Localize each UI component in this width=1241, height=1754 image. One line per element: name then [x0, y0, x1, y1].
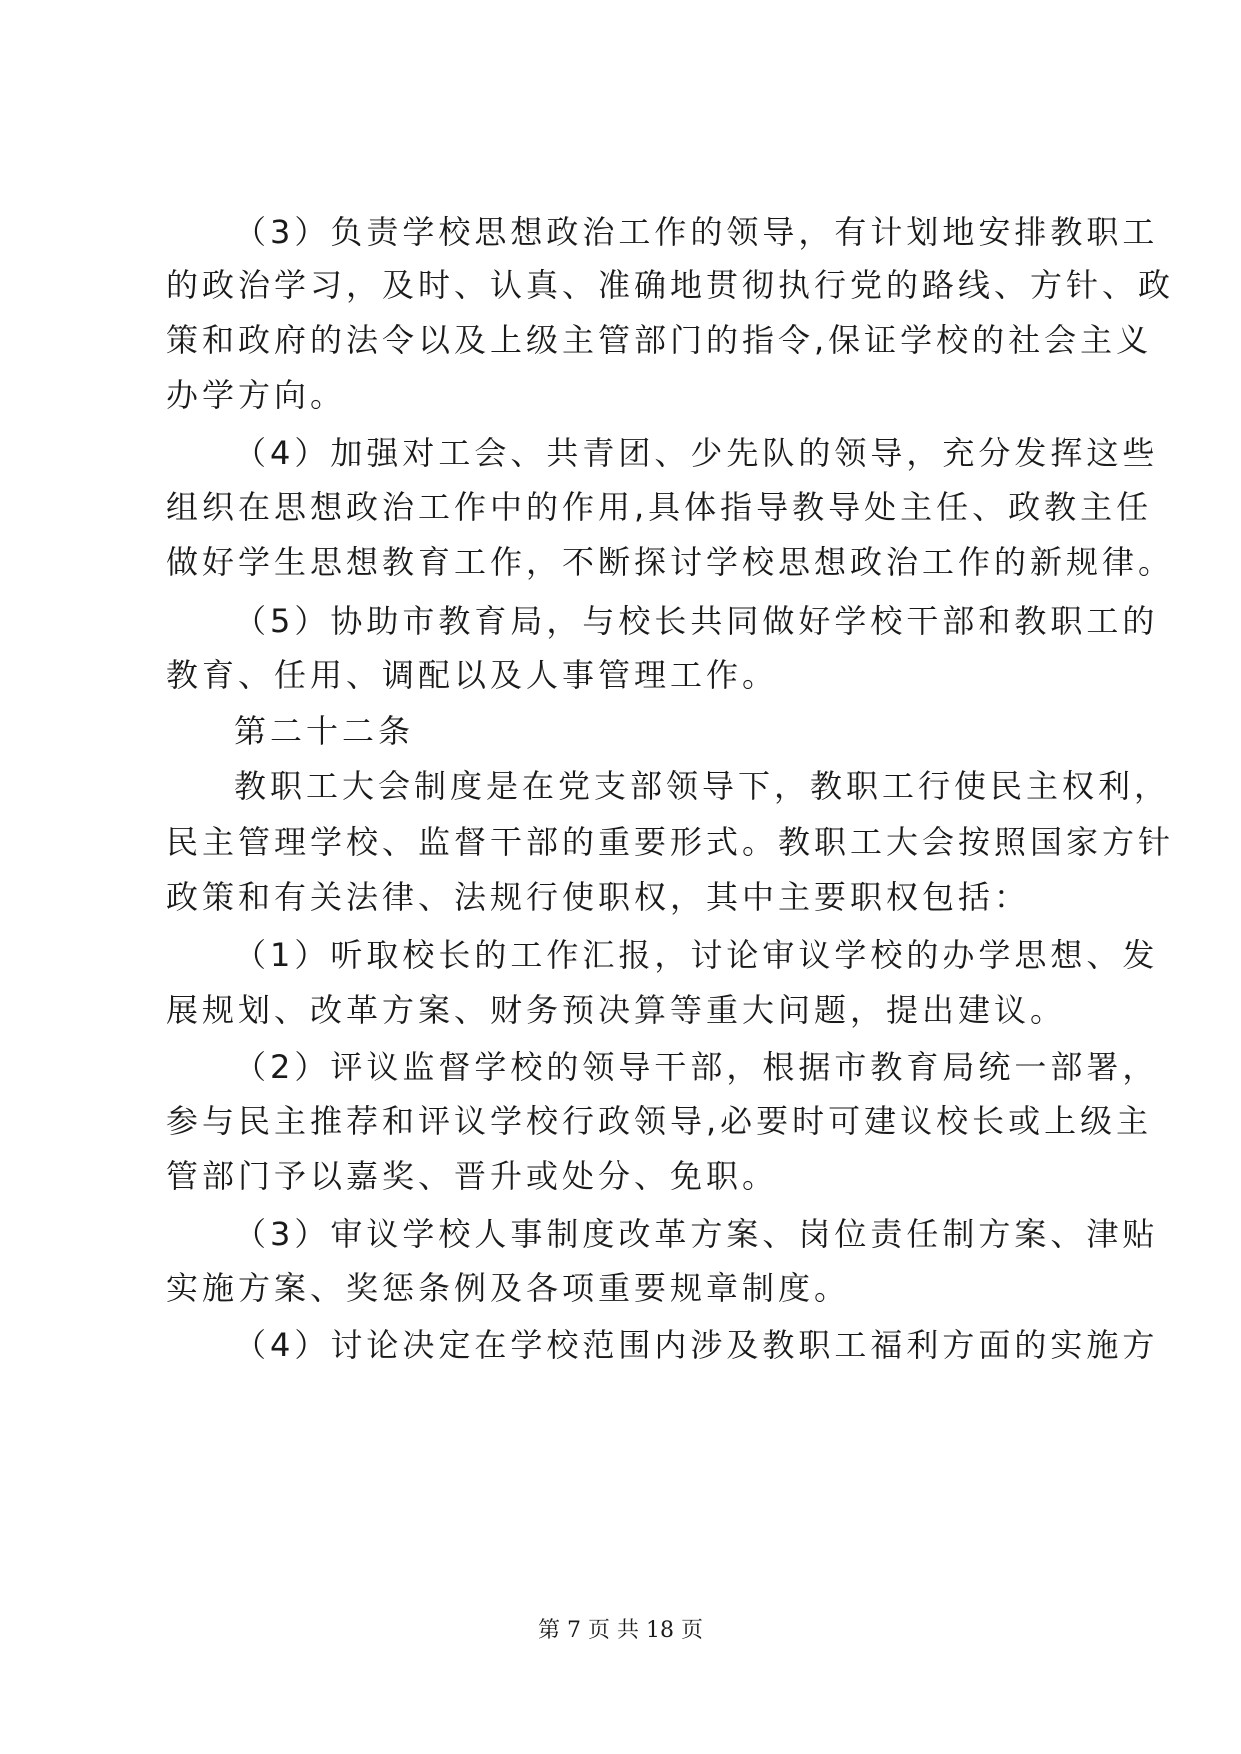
page-number-footer: 第 7 页 共 18 页 [538, 1618, 703, 1643]
paragraph-line: 的政治学习，及时、认真、准确地贯彻执行党的路线、方针、政 [166, 266, 1175, 304]
paragraph-line: 教育、任用、调配以及人事管理工作。 [166, 656, 779, 694]
paragraph-line: （3）负责学校思想政治工作的领导，有计划地安排教职工 [234, 213, 1159, 251]
paragraph-line: 实施方案、奖惩条例及各项重要规章制度。 [166, 1269, 851, 1307]
paragraph-line: （2）评议监督学校的领导干部，根据市教育局统一部署， [234, 1048, 1159, 1086]
paragraph-line: 管部门予以嘉奖、晋升或处分、免职。 [166, 1157, 779, 1195]
paragraph-line: 政策和有关法律、法规行使职权，其中主要职权包括： [166, 878, 1031, 916]
paragraph-line: 民主管理学校、监督干部的重要形式。教职工大会按照国家方针 [166, 823, 1175, 861]
paragraph-line: 办学方向。 [166, 376, 347, 414]
paragraph-line: 策和政府的法令以及上级主管部门的指令,保证学校的社会主义 [166, 321, 1153, 359]
paragraph-line: （4）讨论决定在学校范围内涉及教职工福利方面的实施方 [234, 1326, 1159, 1364]
article-heading: 第二十二条 [234, 712, 415, 750]
paragraph-line: （5）协助市教育局，与校长共同做好学校干部和教职工的 [234, 602, 1159, 640]
paragraph-line: 教职工大会制度是在党支部领导下，教职工行使民主权利， [234, 767, 1171, 805]
paragraph-line: 组织在思想政治工作中的作用,具体指导教导处主任、政教主任 [166, 488, 1153, 526]
paragraph-line: 做好学生思想教育工作，不断探讨学校思想政治工作的新规律。 [166, 543, 1175, 581]
paragraph-line: 参与民主推荐和评议学校行政领导,必要时可建议校长或上级主 [166, 1102, 1153, 1140]
paragraph-line: （3）审议学校人事制度改革方案、岗位责任制方案、津贴 [234, 1215, 1159, 1253]
paragraph-line: （1）听取校长的工作汇报，讨论审议学校的办学思想、发 [234, 936, 1159, 974]
paragraph-line: （4）加强对工会、共青团、少先队的领导，充分发挥这些 [234, 434, 1159, 472]
paragraph-line: 展规划、改革方案、财务预决算等重大问题，提出建议。 [166, 991, 1067, 1029]
